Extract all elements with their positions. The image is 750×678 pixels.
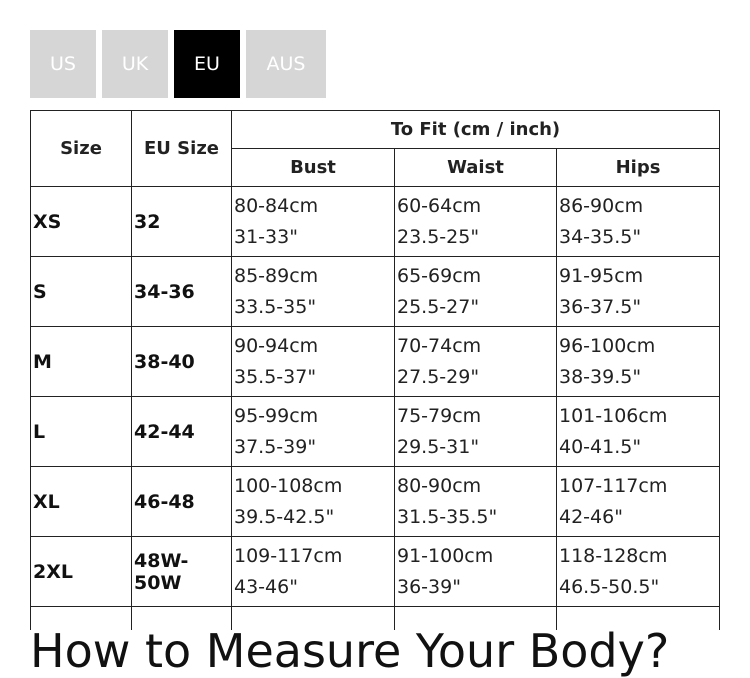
value-cm: 86-90cm [559,194,644,217]
value-cm: 65-69cm [397,264,482,287]
tab-eu[interactable]: EU [174,30,240,98]
cell-waist [395,257,557,327]
tab-us[interactable]: US [30,30,96,98]
header-to-fit: To Fit (cm / inch) [232,111,720,149]
header-eu-size: EU Size [132,111,232,187]
cell-hips [557,537,720,607]
value-cm: 100-108cm [234,474,343,497]
value-inch: 42-46" [559,505,623,528]
cell-eu-size: 38-40 [132,327,232,397]
cell-bust [232,467,395,537]
cell-waist [395,327,557,397]
value-cm: 90-94cm [234,334,319,357]
value-cm: 91-95cm [559,264,644,287]
value-cm: 70-74cm [397,334,482,357]
value-inch: 31-33" [234,225,298,248]
value-inch: 31.5-35.5" [397,505,498,528]
cell-waist [395,537,557,607]
cell-waist [395,397,557,467]
value-inch: 37.5-39" [234,435,317,458]
section-heading: How to Measure Your Body? [30,624,670,678]
size-chart-table [30,110,720,630]
cell-hips [557,467,720,537]
cell-eu-size: 46-48 [132,467,232,537]
header-waist: Waist [395,149,557,187]
value-inch: 27.5-29" [397,365,480,388]
value-cm: 101-106cm [559,404,668,427]
value-cm: 109-117cm [234,544,343,567]
value-inch: 46.5-50.5" [559,575,660,598]
cell-size: L [31,397,132,467]
cell-hips [557,397,720,467]
cell-size: S [31,257,132,327]
cell-bust [232,187,395,257]
value-cm: 96-100cm [559,334,656,357]
value-inch: 23.5-25" [397,225,480,248]
value-cm: 107-117cm [559,474,668,497]
cell-waist [395,467,557,537]
cell-bust [232,257,395,327]
value-cm: 91-100cm [397,544,494,567]
value-inch: 29.5-31" [397,435,480,458]
value-inch: 34-35.5" [559,225,642,248]
value-cm: 80-84cm [234,194,319,217]
value-cm: 85-89cm [234,264,319,287]
value-inch: 36-37.5" [559,295,642,318]
header-size: Size [31,111,132,187]
header-hips: Hips [557,149,720,187]
value-cm: 75-79cm [397,404,482,427]
cell-bust [232,327,395,397]
size-chart-container [30,110,720,630]
cell-eu-size: 32 [132,187,232,257]
value-inch: 35.5-37" [234,365,317,388]
cell-size: XL [31,467,132,537]
cell-eu-size: 42-44 [132,397,232,467]
value-inch: 33.5-35" [234,295,317,318]
tab-aus[interactable]: AUS [246,30,326,98]
value-cm: 60-64cm [397,194,482,217]
table-row [31,467,720,537]
tab-uk[interactable]: UK [102,30,168,98]
cell-hips [557,187,720,257]
header-bust: Bust [232,149,395,187]
table-row [31,537,720,607]
value-inch: 38-39.5" [559,365,642,388]
value-cm: 118-128cm [559,544,668,567]
cell-size: XS [31,187,132,257]
cell-eu-size: 34-36 [132,257,232,327]
cell-size: 2XL [31,537,132,607]
cell-eu-size: 48W-50W [132,537,232,607]
value-inch: 39.5-42.5" [234,505,335,528]
value-cm: 95-99cm [234,404,319,427]
region-tabs [30,30,326,98]
value-inch: 36-39" [397,575,461,598]
table-row [31,187,720,257]
value-inch: 43-46" [234,575,298,598]
cell-size: M [31,327,132,397]
table-row [31,397,720,467]
cell-hips [557,257,720,327]
table-row [31,257,720,327]
cell-bust [232,537,395,607]
cell-hips [557,327,720,397]
value-inch: 40-41.5" [559,435,642,458]
cell-waist [395,187,557,257]
table-row [31,327,720,397]
value-inch: 25.5-27" [397,295,480,318]
value-cm: 80-90cm [397,474,482,497]
cell-bust [232,397,395,467]
